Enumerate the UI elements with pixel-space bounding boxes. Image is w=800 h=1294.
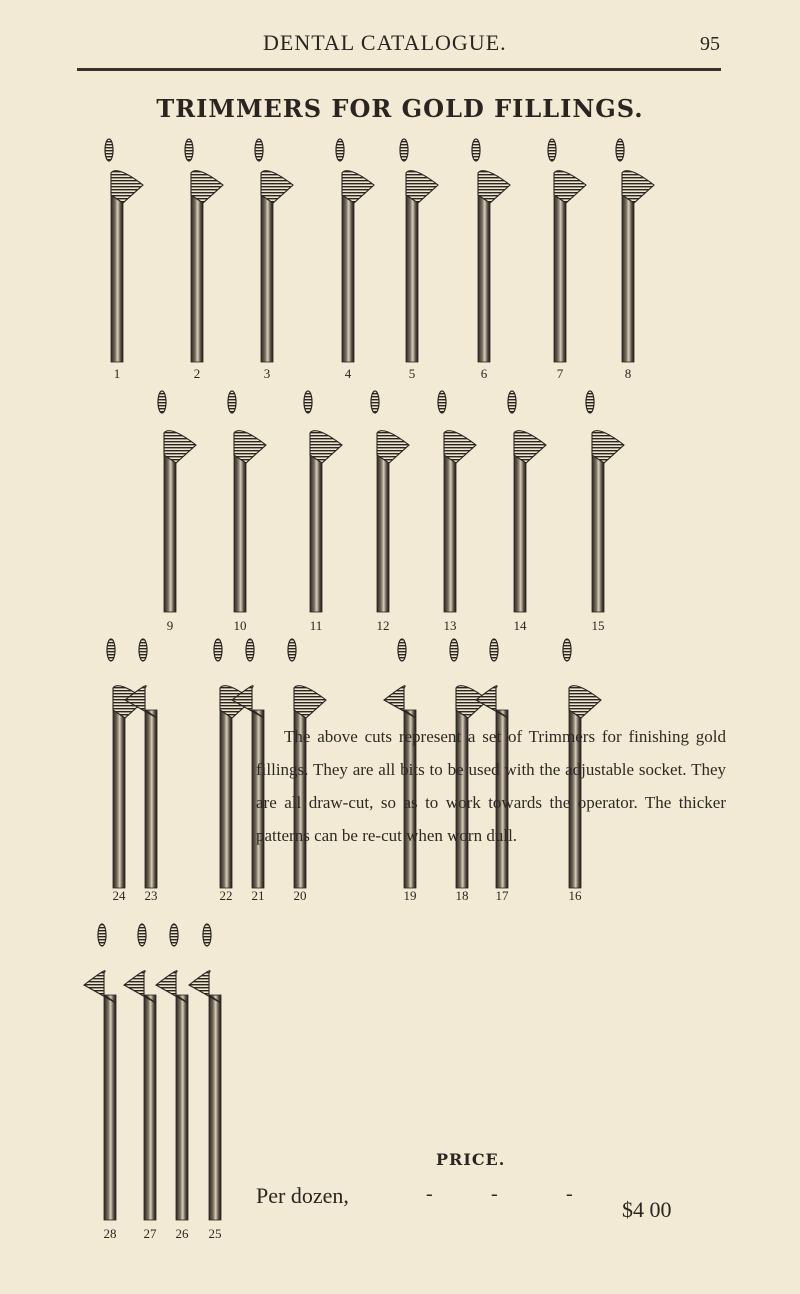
trimmer-shank — [261, 195, 273, 362]
trimmer-blade — [294, 686, 326, 718]
bit-end-view — [548, 139, 556, 161]
figure-number: 7 — [556, 366, 564, 381]
trimmer-shank — [310, 455, 322, 612]
figure-number: 27 — [143, 1226, 157, 1241]
figure-number: 20 — [293, 888, 307, 903]
trimmer-figure — [105, 139, 143, 362]
trimmer-shank — [478, 195, 490, 362]
figure-number: 11 — [309, 618, 323, 633]
figure-number: 5 — [408, 366, 416, 381]
trimmer-shank — [111, 195, 123, 362]
trimmer-shank — [444, 455, 456, 612]
bit-end-view — [158, 391, 166, 413]
figure-number: 18 — [455, 888, 469, 903]
trimmer-blade — [514, 431, 546, 463]
trimmer-blade — [592, 431, 624, 463]
figure-number: 12 — [376, 618, 390, 633]
bit-end-view — [586, 391, 594, 413]
figure-number: 22 — [219, 888, 233, 903]
trimmer-figure — [158, 391, 196, 612]
price-label: Per dozen, — [256, 1183, 349, 1208]
trimmer-figure — [228, 391, 266, 612]
trimmer-blade — [622, 171, 654, 203]
figure-number: 10 — [233, 618, 247, 633]
figure-number: 26 — [175, 1226, 189, 1241]
trimmer-blade — [342, 171, 374, 203]
bit-end-view — [490, 639, 498, 661]
trimmer-figure — [616, 139, 654, 362]
bit-end-view — [438, 391, 446, 413]
trimmer-figure — [336, 139, 374, 362]
trimmer-shank — [176, 995, 188, 1220]
trimmer-blade — [234, 431, 266, 463]
bit-end-view — [170, 924, 178, 946]
trimmer-shank — [406, 195, 418, 362]
description-paragraph: The above cuts represent a set of Trimmers for finishing gold fillings. They are all bits to be used with the adjustable socket. They are all draw-cut, so as to work towards the operator. The thicker patterns can be re-cut when worn dull. — [256, 727, 726, 845]
bit-end-view — [450, 639, 458, 661]
bit-end-view — [400, 139, 408, 161]
price-value: $4 00 — [622, 1197, 672, 1222]
trimmer-figure — [371, 391, 409, 612]
trimmer-blade — [111, 171, 143, 203]
trimmer-shank — [220, 710, 232, 888]
bit-end-view — [105, 139, 113, 161]
figure-number: 16 — [568, 888, 582, 903]
bit-end-view — [246, 639, 254, 661]
figure-number: 4 — [344, 366, 352, 381]
bit-end-view — [472, 139, 480, 161]
figure-number: 17 — [495, 888, 509, 903]
bit-end-view — [371, 391, 379, 413]
trimmer-figure — [508, 391, 546, 612]
trimmer-figure — [185, 139, 223, 362]
trimmer-shank — [342, 195, 354, 362]
figure-number: 19 — [403, 888, 417, 903]
figure-number: 2 — [193, 366, 201, 381]
bit-end-view — [107, 639, 115, 661]
figure-number: 9 — [166, 618, 174, 633]
trimmer-blade — [164, 431, 196, 463]
trimmer-blade — [191, 171, 223, 203]
trimmer-shank — [377, 455, 389, 612]
bit-end-view — [508, 391, 516, 413]
bit-end-view — [288, 639, 296, 661]
trimmer-shank — [592, 455, 604, 612]
bit-end-view — [304, 391, 312, 413]
trimmer-figure — [107, 639, 145, 888]
bit-end-view — [138, 924, 146, 946]
figure-number: 13 — [443, 618, 457, 633]
trimmer-shank — [209, 995, 221, 1220]
trimmer-figure — [438, 391, 476, 612]
trimmer-figure — [214, 639, 252, 888]
trimmer-figure — [548, 139, 586, 362]
trimmer-shank — [113, 710, 125, 888]
trimmer-figure — [189, 924, 221, 1220]
bit-end-view — [185, 139, 193, 161]
trimmer-shank — [145, 710, 157, 888]
trimmer-blade — [261, 171, 293, 203]
trimmer-figure — [304, 391, 342, 612]
figure-number: 21 — [251, 888, 265, 903]
trimmer-shank — [622, 195, 634, 362]
trimmer-shank — [104, 995, 116, 1220]
price-heading: PRICE. — [436, 1150, 506, 1169]
trimmer-shank — [144, 995, 156, 1220]
trimmer-figure — [586, 391, 624, 612]
trimmer-shank — [191, 195, 203, 362]
trimmer-figure — [156, 924, 188, 1220]
trimmer-figure — [124, 924, 156, 1220]
trimmer-shank — [514, 455, 526, 612]
trimmer-blade — [377, 431, 409, 463]
trimmer-blade — [406, 171, 438, 203]
trimmer-figure — [84, 924, 116, 1220]
bit-end-view — [255, 139, 263, 161]
page-heading: TRIMMERS FOR GOLD FILLINGS. — [156, 94, 644, 123]
trimmer-blade — [478, 171, 510, 203]
figure-number: 24 — [112, 888, 126, 903]
figure-number: 15 — [591, 618, 605, 633]
trimmer-figure — [125, 639, 157, 888]
figure-number: 3 — [263, 366, 271, 381]
trimmer-figure — [472, 139, 510, 362]
figure-number: 23 — [144, 888, 158, 903]
trimmer-blade — [569, 686, 601, 718]
trimmer-shank — [554, 195, 566, 362]
running-title: DENTAL CATALOGUE. — [263, 30, 507, 55]
price-dash: - — [566, 1183, 573, 1205]
price-dash: - — [491, 1183, 498, 1205]
bit-end-view — [616, 139, 624, 161]
price-row — [256, 1183, 726, 1223]
trimmer-blade — [554, 171, 586, 203]
trimmer-blade — [310, 431, 342, 463]
bit-end-view — [228, 391, 236, 413]
trimmer-blade — [444, 431, 476, 463]
bit-end-view — [398, 639, 406, 661]
bit-end-view — [563, 639, 571, 661]
figure-number: 8 — [624, 366, 632, 381]
bit-end-view — [336, 139, 344, 161]
bit-end-view — [203, 924, 211, 946]
page-number: 95 — [700, 33, 720, 55]
figure-number: 28 — [103, 1226, 117, 1241]
bit-end-view — [139, 639, 147, 661]
figure-number: 1 — [113, 366, 121, 381]
trimmer-figure — [400, 139, 438, 362]
trimmer-figure — [255, 139, 293, 362]
bit-end-view — [214, 639, 222, 661]
figure-number: 25 — [208, 1226, 222, 1241]
figure-number: 6 — [480, 366, 488, 381]
price-dash: - — [426, 1183, 433, 1205]
figure-number: 14 — [513, 618, 527, 633]
trimmer-shank — [234, 455, 246, 612]
trimmer-shank — [164, 455, 176, 612]
bit-end-view — [98, 924, 106, 946]
